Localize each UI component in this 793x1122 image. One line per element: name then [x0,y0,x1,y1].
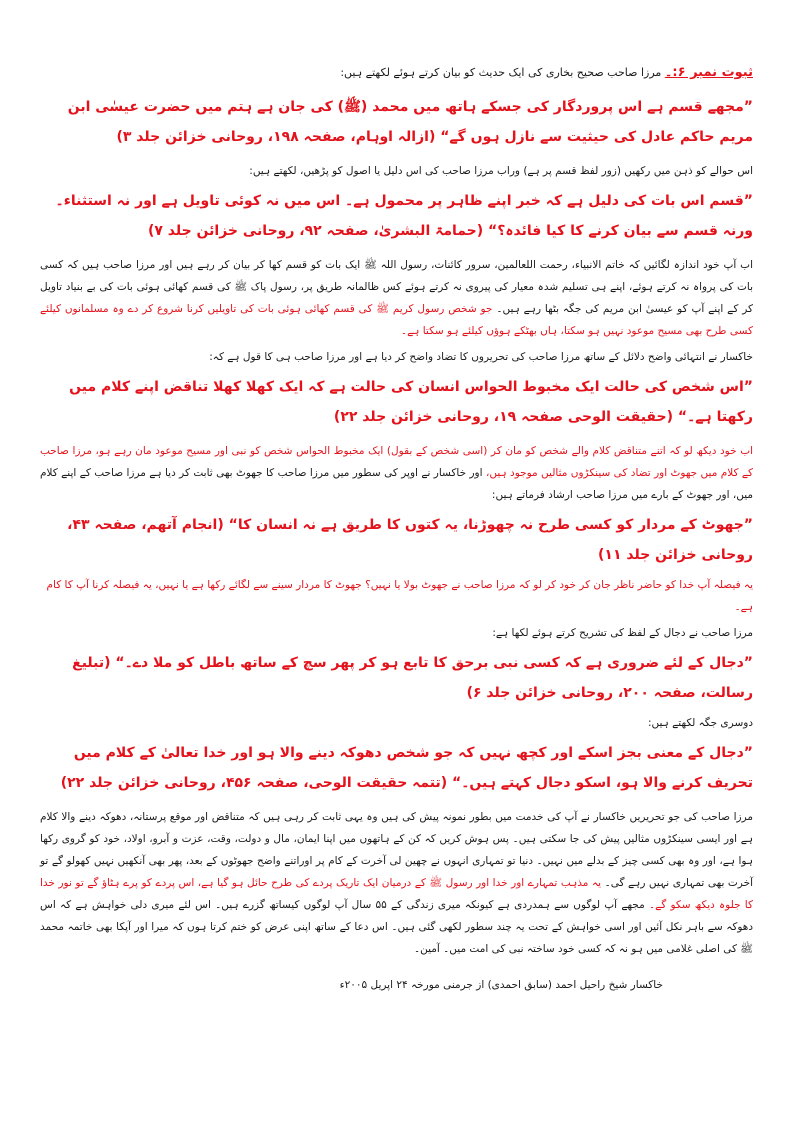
proof-number-label: ثبوت نمبر ۶:۔ [664,65,753,80]
second-place-intro: دوسری جگہ لکھتے ہیں: [647,717,753,729]
dajjal-quote-2 [40,738,753,798]
dajjal-quote-1 [40,648,753,708]
dajjal-quote-2-text: ”دجال کے معنی بجز اسکے اور کچھ نہیں کہ جو شخص دھوکہ دینے والا ہو اور خدا تعالیٰ کے کلام میں تحریف کرنے والا ہو، اسکو دجال کہتے ہیں۔“ [73,745,753,791]
lies-paragraph [40,440,753,506]
closing-red-text: یہ مذہب تمہارے اور خدا اور رسول ﷺ کے درمیان ایک تاریک پردے کی طرح حائل ہو گیا ہے، اس پردے کو پرے ہٹاؤ گے تو نور خدا کا جلوہ دیکھ سکو گے۔ [40,877,754,911]
oath-principle-quote [40,186,753,246]
hadith-quote-reference: (ازالہ اوہام، صفحہ ۱۹۸، روحانی خزائن جلد ۳) [116,129,436,145]
lies-black-text: اور خاکسار نے اوپر کی سطور میں مرزا صاحب کا جھوٹ بھی ثابت کر دیا ہے مرزا صاحب کے اپنے کلام میں، اور جھوٹ کے بارے میں مرزا صاحب ارشاد فرماتے ہیں: [40,467,753,501]
dajjal-quote-2-reference: (تتمہ حقیقت الوحی، صفحہ ۴۵۶، روحانی خزائن جلد ۲۲) [60,775,448,791]
contradiction-quote-reference: (حقیقت الوحی صفحہ ۱۹، روحانی خزائن جلد ۲۲) [333,409,674,425]
oath-principle-reference: (حمامۃ البشریٰ، صفحہ ۹۲، روحانی خزائن جلد ۷) [147,223,484,239]
context-paragraph: اس حوالے کو ذہن میں رکھیں (زور لفظ قسم پر ہے) وراب مرزا صاحب کی اس دلیل یا اصول کو پڑھیں، لکھتے ہیں: [249,165,753,177]
judgement-paragraph: یہ فیصلہ آپ خدا کو حاضر ناظر جان کر خود کر لو کہ مرزا صاحب نے جھوٹ بولا یا نہیں؟ جھوٹ کا مردار سینے سے لگائے رکھا ہے یا نہیں، یہ فیصلہ کرنا آپ کا کام ہے۔ [46,579,753,613]
lie-quote [40,510,753,570]
signature: خاکسار شیخ راحیل احمد (سابق احمدی) از جرمنی مورخہ ۲۴ اپریل ۲۰۰۵ء [339,979,663,991]
lie-quote-reference: (انجام آتھم، صفحہ ۴۳، روحانی خزائن جلد ۱۱) [67,517,753,563]
dajjal-quote-1-text: ”دجال کے لئے ضروری ہے کہ کسی نبی برحق کا تابع ہو کر پھر سچ کے ساتھ باطل کو ملا دے۔“ [115,655,753,671]
lie-quote-text: ”جھوٹ کے مردار کو کسی طرح نہ چھوڑنا، یہ کتوں کا طریق ہے نہ انسان کا“ [228,517,753,533]
proof-intro-text: مرزا صاحب صحیح بخاری کی ایک حدیث کو بیان کرتے ہوئے لکھتے ہیں: [340,66,662,79]
oath-principle-text: ”قسم اس بات کی دلیل ہے کہ خبر اپنے ظاہر پر محمول ہے۔ اس میں نہ کوئی تاویل ہے اور نہ استثناء۔ ورنہ قسم سے بیان کرنے کا کیا فائدہ؟“ [55,193,753,239]
proof-heading [40,62,753,84]
hadith-quote-text: ”مجھے قسم ہے اس پروردگار کی جسکے ہاتھ میں محمد (ﷺ) کی جان ہے ہتم میں حضرت عیسٰی ابن مریم حاکم عادل کی حیثیت سے نازل ہوں گے“ [67,99,753,145]
hadith-quote [40,92,753,152]
analysis-text: اب آپ خود اندازہ لگائیں کہ خاتم الانبیاء، رحمت اللعالمین، سرور کائنات، رسول اللہ ﷺ ایک بات کو قسم کھا کر بیان کر رہے ہیں اور مرزا صاحب ہیں کہ کسی بات کی پرواہ نہ کرتے ہوئے، اپنے ہی تسلیم شدہ معیار کی پیروی نہ کرتے ہوئے کس ظالمانہ طریق پر، رسول پاک ﷺ کی قسم کھائی ہوئی بات کی بے بنیاد تاویل کر کے اپنے آپ کو عیسیٰ ابن مریم کی جگہ بٹھا رہے ہیں۔ [40,259,753,315]
contradiction-quote [40,372,753,432]
analysis-paragraph [40,254,753,342]
closing-text-1: مرزا صاحب کی جو تحریریں خاکسار نے آپ کی خدمت میں بطور نمونہ پیش کی ہیں وہ یہی ثابت کر رہی ہیں کہ متناقض اور موقع پرستانہ، دھوکہ دینے والا کلام ہے اور ایسی سینکڑوں مثالیں پیش کی جا سکتی ہیں۔ پس ہوش کریں کہ کن کے ہاتھوں میں اپنا ایمان، مال و دولت، وقت، عزت و آبرو، اولاد، خود کو گروی رکھا ہوا ہے، اور وہ بھی کسی چیز کے بدلے میں نہیں۔ دنیا تو تمہاری انہوں نے چھین لی آخرت کے کام پر اوراتنے واضح جھوٹوں کے بعد، پھر بھی آنکھیں نہیں کھولو گے تو آخرت بھی تمہاری نہیں رہے گی۔ [40,811,754,889]
analysis-conclusion: جو شخص رسول کریم ﷺ کی قسم کھائی ہوئی بات کی تاویلیں کرنا شروع کر دے وہ مسلمانوں کیلئے کسی طرح بھی مسیح موعود نہیں ہو سکتا، ہاں بھٹکے ہوؤں کیلئے ہو سکتا ہے۔ [40,303,753,337]
contradiction-quote-text: ”اس شخص کی حالت ایک مخبوط الحواس انسان کی حالت ہے کہ ایک کھلا کھلا تناقض اپنے کلام میں رکھتا ہے۔“ [69,379,753,425]
contradiction-intro: خاکسار نے انتہائی واضح دلائل کے ساتھ مرزا صاحب کی تحریروں کا تضاد واضح کر دیا ہے اور مرزا صاحب ہی کا قول ہے کہ: [209,351,753,363]
dajjal-quote-1-reference: (تبلیغ رسالت، صفحہ ۲۰۰، روحانی خزائن جلد ۶) [72,655,753,701]
closing-paragraph [40,806,753,960]
closing-text-2: مجھے آپ لوگوں سے ہمدردی ہے کیونکہ میری زندگی کے ۵۵ سال آپ لوگوں کیساتھ گزرے ہیں۔ اس لئے میری دلی خواہش ہے کہ اس دھوکہ سے باہر نکل آئیں اور اسی خواہش کے تحت یہ چند سطور لکھی گئی ہیں۔ اس دعا کے ساتھ اپنی عرض کو ختم کرتا ہوں کہ میرا اور آپکا بھی خاتمہ محمد ﷺ کی اصلی غلامی میں ہو نہ کہ کسی خود ساختہ نبی کی امت میں۔ آمین۔ [40,899,753,955]
lies-red-text: اب خود دیکھ لو کہ اتنے متناقض کلام والے شخص کو مان کر (اسی شخص کے بقول) ایک مخبوط الحواس شخص کو نبی اور مسیح موعود مان رہے ہو، مرزا صاحب کے کلام میں جھوٹ اور تضاد کی سینکڑوں مثالیں موجود ہیں، [40,445,753,479]
dajjal-intro: مرزا صاحب نے دجال کے لفظ کی تشریح کرتے ہوئے لکھا ہے: [492,627,753,639]
